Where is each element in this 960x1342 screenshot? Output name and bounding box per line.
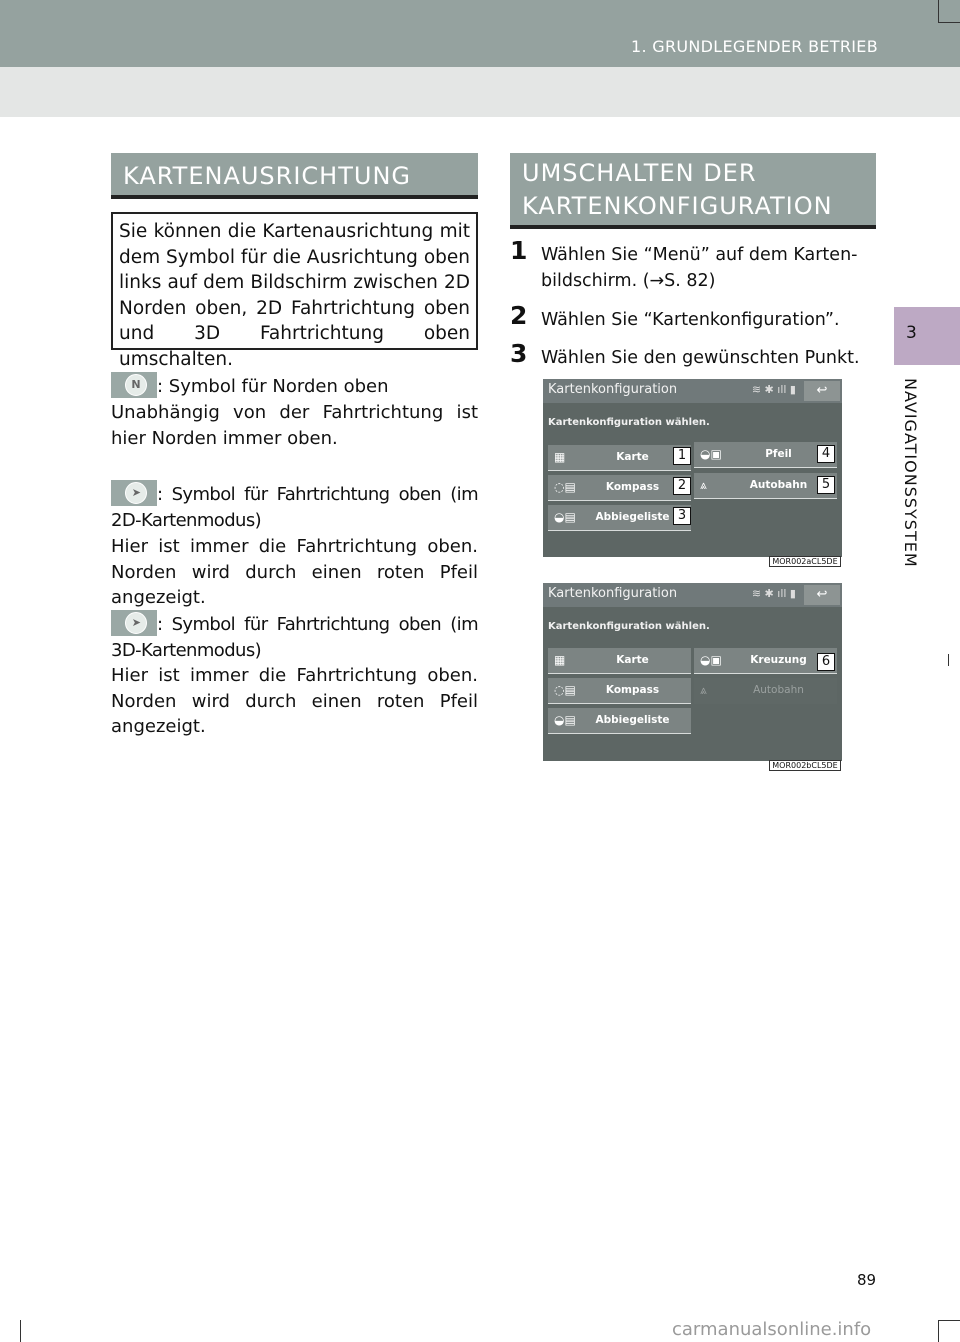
symbol-description: Hier ist immer die Fahrtrichtung oben. Norden wird durch einen roten Pfeil angezeigt. <box>111 536 478 608</box>
screenshot-map-config-b <box>543 583 842 770</box>
symbol-description: Hier ist immer die Fahrtrichtung oben. Norden wird durch einen roten Pfeil angezeigt. <box>111 665 478 737</box>
kompass-button[interactable]: ◌▤ Kompass <box>548 678 691 704</box>
watermark: carmanualsonline.info <box>672 1319 872 1340</box>
grid-icon: ▦ <box>554 450 566 464</box>
crop-mark <box>938 1320 939 1342</box>
turn-list-icon: ◒▤ <box>554 510 576 524</box>
crop-mark <box>938 1320 960 1321</box>
callout-number: 2 <box>673 477 691 495</box>
section-heading-orientation: KARTENAUSRICHTUNG <box>111 153 478 199</box>
section-heading-map-config: UMSCHALTEN DER KARTENKONFIGURATION <box>510 153 876 229</box>
screen-title: Kartenkonfiguration <box>548 382 678 397</box>
highway-icon: ⩓ <box>700 478 707 492</box>
heading-up-2d-icon: ➤ <box>111 480 157 506</box>
symbol-item <box>111 480 478 533</box>
header-bar <box>0 0 960 67</box>
karte-button[interactable]: ▦ Karte <box>548 648 691 674</box>
north-up-icon: N <box>111 372 157 398</box>
crop-mark <box>948 654 949 666</box>
screen-header <box>543 379 842 403</box>
step-text: Wählen Sie den gewünschten Punkt. <box>541 348 860 368</box>
turn-list-icon: ◒▤ <box>554 713 576 727</box>
back-button[interactable]: ↩ <box>804 585 840 605</box>
screen-header <box>543 583 842 607</box>
compass-icon: ◌▤ <box>554 480 576 494</box>
screen-subtitle: Kartenkonfiguration wählen. <box>548 417 710 428</box>
intersection-icon: ◒▣ <box>700 653 722 667</box>
image-code: MOR002bCL5DE <box>769 760 841 771</box>
symbol-label: : Symbol für Norden oben <box>157 376 389 397</box>
step-number: 2 <box>510 301 528 330</box>
image-code: MOR002aCL5DE <box>769 556 841 567</box>
step-item <box>510 236 880 294</box>
callout-number: 4 <box>817 445 835 463</box>
autobahn-button-disabled: ⩓ Autobahn <box>694 678 837 704</box>
compass-icon: ◌▤ <box>554 683 576 697</box>
kompass-button[interactable]: ◌▤ Kompass <box>548 475 691 501</box>
back-button[interactable]: ↩ <box>804 381 840 401</box>
abbiegeliste-button[interactable]: ◒▤ Abbiegeliste <box>548 505 691 531</box>
step-number: 3 <box>510 339 528 368</box>
symbol-item <box>111 610 478 663</box>
header-strip <box>0 67 960 117</box>
screenshot-map-config-a <box>543 379 842 566</box>
symbol-label: : Symbol für Fahrtrichtung oben (im 2D-Kartenmodus) <box>111 484 478 531</box>
kreuzung-button[interactable]: ◒▣ Kreuzung <box>694 648 837 674</box>
status-icons: ≋ ✱ ıll ▮ <box>751 383 796 396</box>
crop-mark <box>938 0 939 22</box>
heading-up-3d-icon: ➤ <box>111 610 157 636</box>
callout-number: 5 <box>817 476 835 494</box>
status-icons: ≋ ✱ ıll ▮ <box>751 587 796 600</box>
autobahn-button[interactable]: ⩓ Autobahn <box>694 473 837 499</box>
callout-number: 6 <box>817 653 835 671</box>
step-number: 1 <box>510 236 528 265</box>
crop-mark <box>20 1320 21 1342</box>
grid-icon: ▦ <box>554 653 566 667</box>
screen-title: Kartenkonfiguration <box>548 586 678 601</box>
intro-box: Sie können die Kartenausrichtung mit dem Symbol für die Ausrichtung oben links auf dem Bildschirm zwischen 2D Norden oben, 2D Fahrtrichtung oben und 3D Fahrtrichtung oben umschalten. <box>111 212 478 350</box>
arrow-icon: ◒▣ <box>700 447 722 461</box>
chapter-title: 1. GRUNDLEGENDER BETRIEB <box>631 37 878 56</box>
pfeil-button[interactable]: ◒▣ Pfeil <box>694 442 837 468</box>
symbol-label: : Symbol für Fahrtrichtung oben (im 3D-Kartenmodus) <box>111 614 478 661</box>
callout-number: 1 <box>673 447 691 465</box>
abbiegeliste-button[interactable]: ◒▤ Abbiegeliste <box>548 708 691 734</box>
karte-button[interactable]: ▦ Karte <box>548 445 691 471</box>
side-tab-number: 3 <box>894 307 960 365</box>
page-number: 89 <box>857 1271 877 1289</box>
step-text: Wählen Sie “Kartenkonfiguration”. <box>541 310 840 330</box>
symbol-description: Unabhängig von der Fahrtrichtung ist hier Norden immer oben. <box>111 402 478 449</box>
crop-mark <box>938 22 960 23</box>
step-item <box>510 339 880 372</box>
side-tab-label: NAVIGATIONSSYSTEM <box>901 378 920 568</box>
highway-icon: ⩓ <box>700 683 707 697</box>
callout-number: 3 <box>673 507 691 525</box>
symbol-item <box>111 372 478 400</box>
step-text: Wählen Sie “Menü” auf dem Karten-bildschirm. (→S. 82) <box>541 245 858 291</box>
step-item <box>510 301 880 334</box>
screen-subtitle: Kartenkonfiguration wählen. <box>548 621 710 632</box>
